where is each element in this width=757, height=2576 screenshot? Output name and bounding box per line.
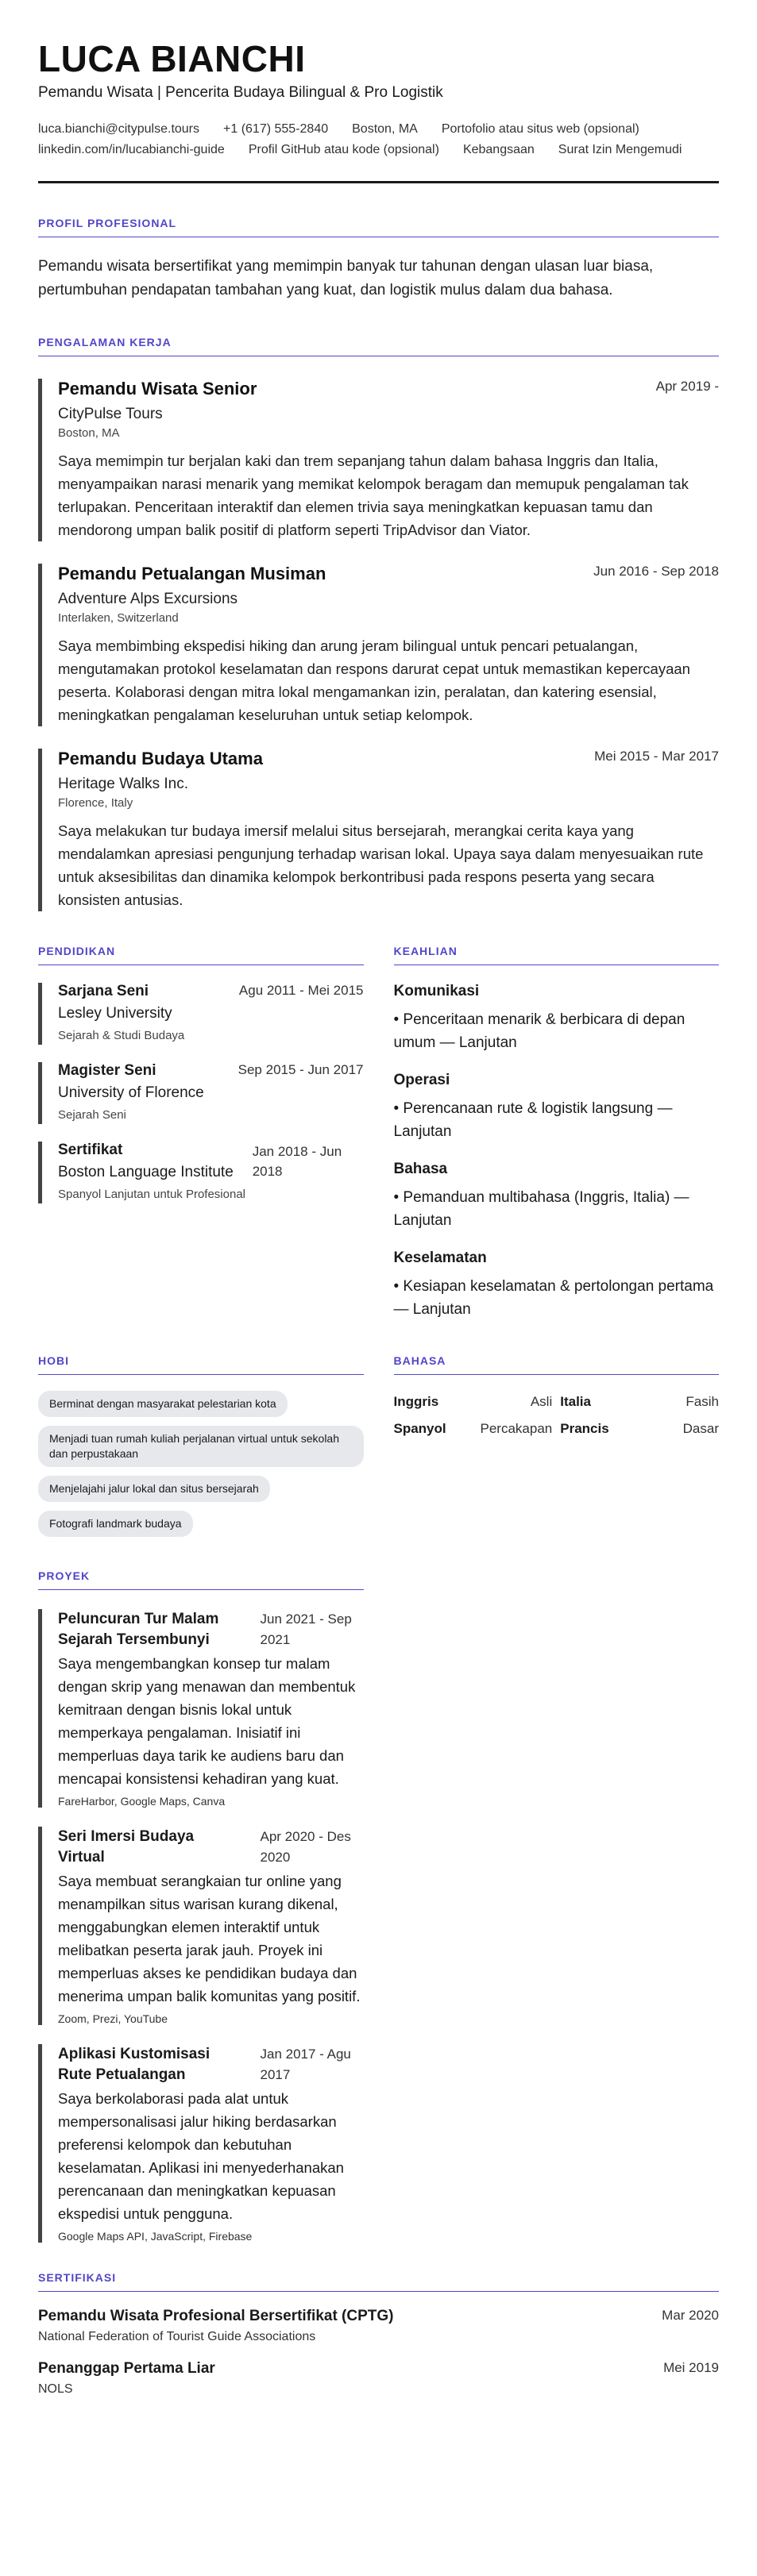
candidate-name: LUCA BIANCHI: [38, 38, 306, 79]
education-field: Sejarah & Studi Budaya: [58, 1029, 185, 1042]
language-level: Asli: [530, 1394, 553, 1409]
language-level: Dasar: [682, 1421, 719, 1436]
job-title: Pemandu Petualangan Musiman: [58, 564, 326, 583]
hobby-chip: Fotografi landmark budaya: [38, 1511, 193, 1537]
contact-location: Boston, MA: [352, 122, 418, 136]
job-company: Heritage Walks Inc.: [58, 776, 189, 792]
job-date: Jun 2016 - Sep 2018: [593, 564, 719, 579]
skill-category: Bahasa: [393, 1161, 448, 1177]
contact-nationality: Kebangsaan: [462, 143, 535, 156]
education-entry: [38, 1062, 364, 1124]
job-description: Saya memimpin tur berjalan kaki dan trem sepanjang tahun dalam bahasa Inggris dan Italia, menyampaikan narasi menarik yang memikat kelompok beragam dan memupuk pengalaman tak terlupakan. Penceritaan interaktif dan elemen trivia saya meningkatkan kepuasan tamu dan mendorong umpan balik positif di platform seperti TripAdvisor dan Viator.: [58, 452, 689, 538]
job-location: Florence, Italy: [58, 796, 133, 810]
section-title-projects: PROYEK: [38, 1569, 364, 1590]
section-title-experience: PENGALAMAN KERJA: [38, 336, 719, 356]
language-name: Prancis: [560, 1421, 609, 1436]
job-company: CityPulse Tours: [58, 406, 163, 422]
job-date: Apr 2019 -: [655, 379, 719, 394]
education-column: [38, 911, 364, 1321]
education-field: Spanyol Lanjutan untuk Profesional: [58, 1188, 246, 1201]
skill-item: • Pemanduan multibahasa (Inggris, Italia) — Lanjutan: [393, 1189, 689, 1229]
language-item: [560, 1421, 719, 1437]
language-list: [394, 1394, 720, 1437]
hobbies-languages-row: [38, 1321, 719, 2243]
education-school: University of Florence: [58, 1084, 204, 1101]
project-description: Saya membuat serangkaian tur online yang menampilkan situs warisan kurang dikenal, menggabungkan elemen interaktif untuk melibatkan peserta jarak jauh. Proyek ini memperluas akses ke pendidikan budaya dan menerima umpan balik komunitas yang positif.: [58, 1873, 361, 2004]
skill-category: Keselamatan: [393, 1249, 487, 1266]
language-level: Percakapan: [480, 1421, 553, 1436]
education-entry: [38, 983, 364, 1045]
language-name: Spanyol: [393, 1421, 446, 1436]
project-date: Jun 2021 - Sep 2021: [260, 1611, 352, 1647]
contact-phone[interactable]: +1 (617) 555-2840: [223, 122, 329, 136]
hobby-chip: Menjelajahi jalur lokal dan situs bersejarah: [38, 1476, 270, 1502]
job-title: Pemandu Budaya Utama: [58, 749, 263, 768]
language-level: Fasih: [686, 1394, 719, 1409]
contact-github[interactable]: Profil GitHub atau kode (opsional): [248, 143, 439, 156]
education-degree: Sertifikat: [58, 1142, 123, 1158]
education-date: Agu 2011 - Mei 2015: [238, 983, 364, 998]
project-description: Saya mengembangkan konsep tur malam dengan skrip yang menawan dan membentuk kemitraan dengan bisnis lokal untuk memperkaya pengalaman. Inisiatif ini memperluas daya tarik ke audiens baru dan mencapai konsistensi kehadiran yang kuat.: [58, 1655, 356, 1787]
skills-column: [394, 911, 720, 1321]
skill-category: Komunikasi: [393, 983, 480, 999]
section-title-education: PENDIDIKAN: [38, 945, 364, 965]
skill-item: • Kesiapan keselamatan & pertolongan pertama — Lanjutan: [393, 1278, 714, 1318]
project-title: Peluncuran Tur Malam Sejarah Tersembunyi: [58, 1611, 219, 1648]
section-title-certifications: SERTIFIKASI: [38, 2271, 719, 2292]
job-location: Interlaken, Switzerland: [58, 611, 179, 625]
contact-linkedin[interactable]: linkedin.com/in/lucabianchi-guide: [38, 143, 225, 156]
experience-entry: [38, 379, 719, 541]
project-tools: FareHarbor, Google Maps, Canva: [58, 1795, 226, 1808]
certification-entry: [38, 2308, 719, 2344]
hobby-chip: Menjadi tuan rumah kuliah perjalanan virtual untuk sekolah dan perpustakaan: [38, 1426, 364, 1467]
certification-date: Mar 2020: [662, 2308, 719, 2323]
contact-driving-license: Surat Izin Mengemudi: [558, 143, 682, 156]
language-item: [394, 1394, 553, 1410]
education-degree: Sarjana Seni: [58, 983, 149, 999]
experience-entry: [38, 749, 719, 911]
education-school: Boston Language Institute: [58, 1164, 234, 1180]
project-title: Seri Imersi Budaya Virtual: [58, 1828, 195, 1866]
section-title-hobbies: HOBI: [38, 1354, 364, 1375]
hobbies-projects-column: [38, 1321, 364, 2243]
language-name: Inggris: [393, 1394, 439, 1409]
language-item: [394, 1421, 553, 1437]
job-title: Pemandu Wisata Senior: [58, 379, 257, 399]
languages-column: [394, 1321, 720, 2243]
language-item: [560, 1394, 719, 1410]
project-entry: [38, 2044, 364, 2243]
section-title-profile: PROFIL PROFESIONAL: [38, 217, 719, 237]
job-date: Mei 2015 - Mar 2017: [594, 749, 719, 764]
project-entry: [38, 1609, 364, 1808]
certification-name: Penanggap Pertama Liar: [38, 2360, 215, 2377]
education-date: Sep 2015 - Jun 2017: [238, 1062, 364, 1077]
job-location: Boston, MA: [58, 426, 120, 440]
education-school: Lesley University: [58, 1005, 172, 1022]
project-entry: [38, 1827, 364, 2025]
job-company: Adventure Alps Excursions: [58, 591, 238, 607]
education-skills-row: [38, 911, 719, 1321]
skill-item: • Perencanaan rute & logistik langsung — Lanjutan: [393, 1100, 673, 1140]
project-description: Saya berkolaborasi pada alat untuk mempersonalisasi jalur hiking berdasarkan preferensi kelompok dan kebutuhan keselamatan. Aplikasi ini menyederhanakan perencanaan dan meningkatkan kepuasan ekspedisi untuk pengguna.: [58, 2090, 344, 2222]
contact-email[interactable]: luca.bianchi@citypulse.tours: [38, 122, 200, 136]
section-title-skills: KEAHLIAN: [394, 945, 720, 965]
job-description: Saya membimbing ekspedisi hiking dan arung jeram bilingual untuk pencari petualangan, mengutamakan protokol keselamatan dan respons darurat cepat untuk memastikan kepercayaan peserta. Kolaborasi dengan mitra lokal mengamankan izin, peralatan, dan katering esensial, meningkatkan pengalaman keseluruhan untuk setiap kelompok.: [58, 637, 690, 723]
hobby-chip: Berminat dengan masyarakat pelestarian kota: [38, 1391, 288, 1417]
skill-item: • Penceritaan menarik & berbicara di depan umum — Lanjutan: [393, 1011, 686, 1051]
education-date: Jan 2018 - Jun 2018: [252, 1144, 342, 1179]
certification-org: National Federation of Tourist Guide Associations: [38, 2330, 316, 2343]
certification-name: Pemandu Wisata Profesional Bersertifikat (CPTG): [38, 2308, 394, 2324]
project-date: Jan 2017 - Agu 2017: [260, 2047, 351, 2082]
contact-portfolio[interactable]: Portofolio atau situs web (opsional): [441, 122, 639, 136]
education-entry: [38, 1142, 364, 1203]
hobby-list: [38, 1391, 364, 1546]
project-tools: Google Maps API, JavaScript, Firebase: [58, 2230, 253, 2243]
profile-summary: Pemandu wisata bersertifikat yang memimpin banyak tur tahunan dengan ulasan luar biasa, pertumbuhan pendapatan tambahan yang kuat, dan logistik mulus dalam dua bahasa.: [38, 258, 654, 298]
section-title-languages: BAHASA: [394, 1354, 720, 1375]
headline: Pemandu Wisata | Pencerita Budaya Bilingual & Pro Logistik: [38, 84, 443, 101]
project-date: Apr 2020 - Des 2020: [260, 1829, 351, 1865]
certification-org: NOLS: [38, 2382, 73, 2396]
header-divider: [38, 181, 719, 183]
project-title: Aplikasi Kustomisasi Rute Petualangan: [58, 2046, 210, 2083]
experience-entry: [38, 564, 719, 726]
job-description: Saya melakukan tur budaya imersif melalui situs bersejarah, merangkai cerita kaya yang mendalamkan apresiasi pengunjung terhadap warisan lokal. Upaya saya dalam menyesuaikan rute untuk aksesibilitas dan dinamika kelompok berkontribusi pada respons peserta yang secara konsisten antusias.: [58, 822, 704, 908]
project-tools: Zoom, Prezi, YouTube: [58, 2012, 168, 2025]
skill-category: Operasi: [393, 1072, 450, 1088]
contact-list: [38, 122, 719, 157]
certification-entry: [38, 2360, 719, 2397]
certification-date: Mei 2019: [663, 2360, 719, 2375]
language-name: Italia: [560, 1394, 591, 1409]
education-field: Sejarah Seni: [58, 1108, 126, 1122]
education-degree: Magister Seni: [58, 1062, 156, 1079]
